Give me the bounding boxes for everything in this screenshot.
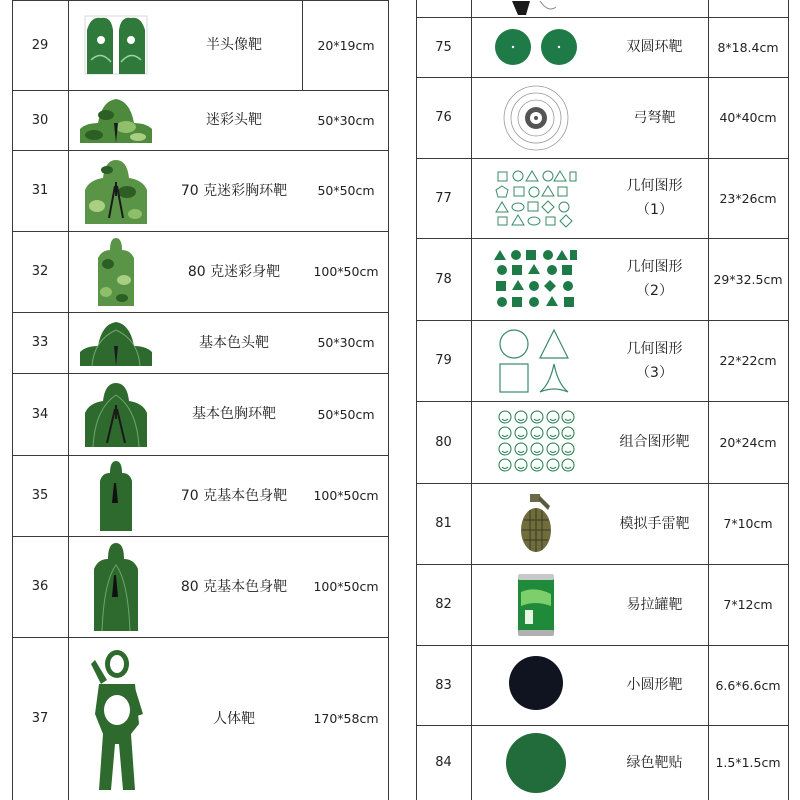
product-size: 1.5*1.5cm bbox=[715, 755, 781, 770]
product-size: 100*50cm bbox=[313, 579, 379, 594]
product-name: 基本色胸环靶 bbox=[192, 406, 276, 422]
basic-color-body-target-80-icon bbox=[68, 536, 164, 637]
row-number: 29 bbox=[31, 37, 49, 53]
row-number: 33 bbox=[31, 335, 49, 350]
row-number: 37 bbox=[31, 711, 49, 726]
table-row bbox=[416, 77, 788, 159]
half-head-portrait-target-icon bbox=[68, 0, 164, 90]
right-product-table bbox=[416, 0, 788, 800]
product-size: 20*19cm bbox=[317, 37, 375, 53]
product-size: 7*10cm bbox=[723, 516, 773, 531]
product-name: 70 克迷彩胸环靶 bbox=[180, 182, 288, 199]
basic-color-chest-ring-target-icon bbox=[68, 373, 164, 455]
row-number: 75 bbox=[435, 39, 452, 55]
human-body-target-icon bbox=[68, 637, 164, 800]
row-number: 78 bbox=[435, 271, 452, 287]
product-name: 半头像靶 bbox=[206, 37, 262, 53]
table-row bbox=[416, 645, 788, 726]
row-number: 36 bbox=[31, 579, 49, 594]
product-size: 6.6*6.6cm bbox=[715, 677, 781, 693]
green-dot-sticker-icon bbox=[471, 725, 601, 800]
row-number: 76 bbox=[435, 110, 452, 125]
geometric-large-shapes-icon bbox=[471, 320, 601, 401]
geometric-solid-shapes-icon bbox=[471, 238, 601, 320]
product-name: 迷彩头靶 bbox=[206, 112, 262, 128]
row-number: 84 bbox=[435, 755, 452, 770]
geometric-outline-shapes-icon bbox=[471, 158, 601, 238]
product-name: 双圆环靶 bbox=[626, 39, 683, 55]
product-name: 几何图形 （1） bbox=[626, 178, 683, 218]
row-number: 80 bbox=[435, 434, 452, 450]
product-name: 70 克基本色身靶 bbox=[180, 487, 288, 504]
table-row bbox=[416, 483, 788, 565]
grenade-target-icon bbox=[471, 483, 601, 564]
product-size: 170*58cm bbox=[313, 711, 379, 726]
table-row bbox=[416, 320, 788, 402]
camo-head-target-icon bbox=[68, 90, 164, 150]
row-number: 34 bbox=[31, 406, 49, 422]
soda-can-target-icon bbox=[471, 564, 601, 645]
table-row bbox=[12, 373, 388, 456]
product-size: 7*12cm bbox=[723, 597, 773, 612]
table-row bbox=[416, 0, 788, 18]
table-row bbox=[416, 564, 788, 646]
product-name: 几何图形 （2） bbox=[626, 259, 683, 299]
product-size: 100*50cm bbox=[313, 488, 379, 503]
row-number: 79 bbox=[435, 353, 452, 368]
basic-color-body-target-70-icon bbox=[68, 455, 164, 536]
row-number: 82 bbox=[435, 597, 452, 612]
table-row bbox=[416, 238, 788, 321]
table-row bbox=[12, 536, 388, 638]
table-row bbox=[416, 401, 788, 484]
product-size: 40*40cm bbox=[719, 110, 777, 125]
table-row bbox=[416, 17, 788, 78]
row-number: 30 bbox=[31, 112, 49, 128]
product-size: 50*30cm bbox=[317, 112, 375, 128]
product-size: 100*50cm bbox=[313, 264, 379, 279]
table-row bbox=[416, 725, 788, 800]
row-number: 32 bbox=[31, 264, 49, 279]
product-name: 弓弩靶 bbox=[633, 109, 676, 126]
partial-row-icon bbox=[471, 0, 601, 17]
table-row bbox=[12, 150, 388, 232]
product-name: 模拟手雷靶 bbox=[619, 515, 690, 532]
table-row bbox=[12, 312, 388, 374]
left-product-table bbox=[12, 0, 388, 800]
product-size: 22*22cm bbox=[719, 353, 777, 368]
product-size: 50*50cm bbox=[317, 406, 375, 422]
table-row bbox=[12, 0, 388, 91]
row-number: 81 bbox=[435, 516, 452, 531]
product-name: 80 克迷彩身靶 bbox=[187, 263, 281, 280]
table-row bbox=[12, 90, 388, 151]
crossbow-ring-target-icon bbox=[471, 77, 601, 158]
product-name: 组合图形靶 bbox=[619, 434, 690, 450]
product-size: 50*30cm bbox=[317, 335, 375, 350]
row-number: 31 bbox=[31, 183, 49, 198]
table-row bbox=[12, 455, 388, 537]
product-size: 8*18.4cm bbox=[717, 39, 779, 55]
small-black-circle-icon bbox=[471, 645, 601, 725]
table-row bbox=[12, 231, 388, 313]
product-name: 人体靶 bbox=[213, 710, 255, 727]
product-name: 几何图形 （3） bbox=[626, 340, 683, 381]
basic-color-head-target-icon bbox=[68, 312, 164, 373]
product-name: 基本色头靶 bbox=[199, 334, 269, 351]
camo-body-target-icon bbox=[68, 231, 164, 312]
row-number: 83 bbox=[435, 677, 452, 693]
product-name: 小圆形靶 bbox=[626, 677, 683, 693]
product-size: 50*50cm bbox=[317, 183, 375, 198]
row-number: 77 bbox=[435, 190, 452, 206]
table-row bbox=[12, 637, 388, 800]
double-circle-target-icon bbox=[471, 17, 601, 77]
combined-smiley-grid-icon bbox=[471, 401, 601, 483]
row-number: 35 bbox=[31, 488, 49, 503]
product-name: 80 克基本色身靶 bbox=[180, 578, 288, 595]
product-size: 23*26cm bbox=[719, 190, 777, 206]
product-size: 20*24cm bbox=[719, 434, 777, 450]
camo-chest-ring-target-icon bbox=[68, 150, 164, 231]
table-row bbox=[416, 158, 788, 239]
product-name: 易拉罐靶 bbox=[626, 596, 683, 613]
product-name: 绿色靶贴 bbox=[626, 754, 683, 771]
product-size: 29*32.5cm bbox=[713, 271, 783, 287]
